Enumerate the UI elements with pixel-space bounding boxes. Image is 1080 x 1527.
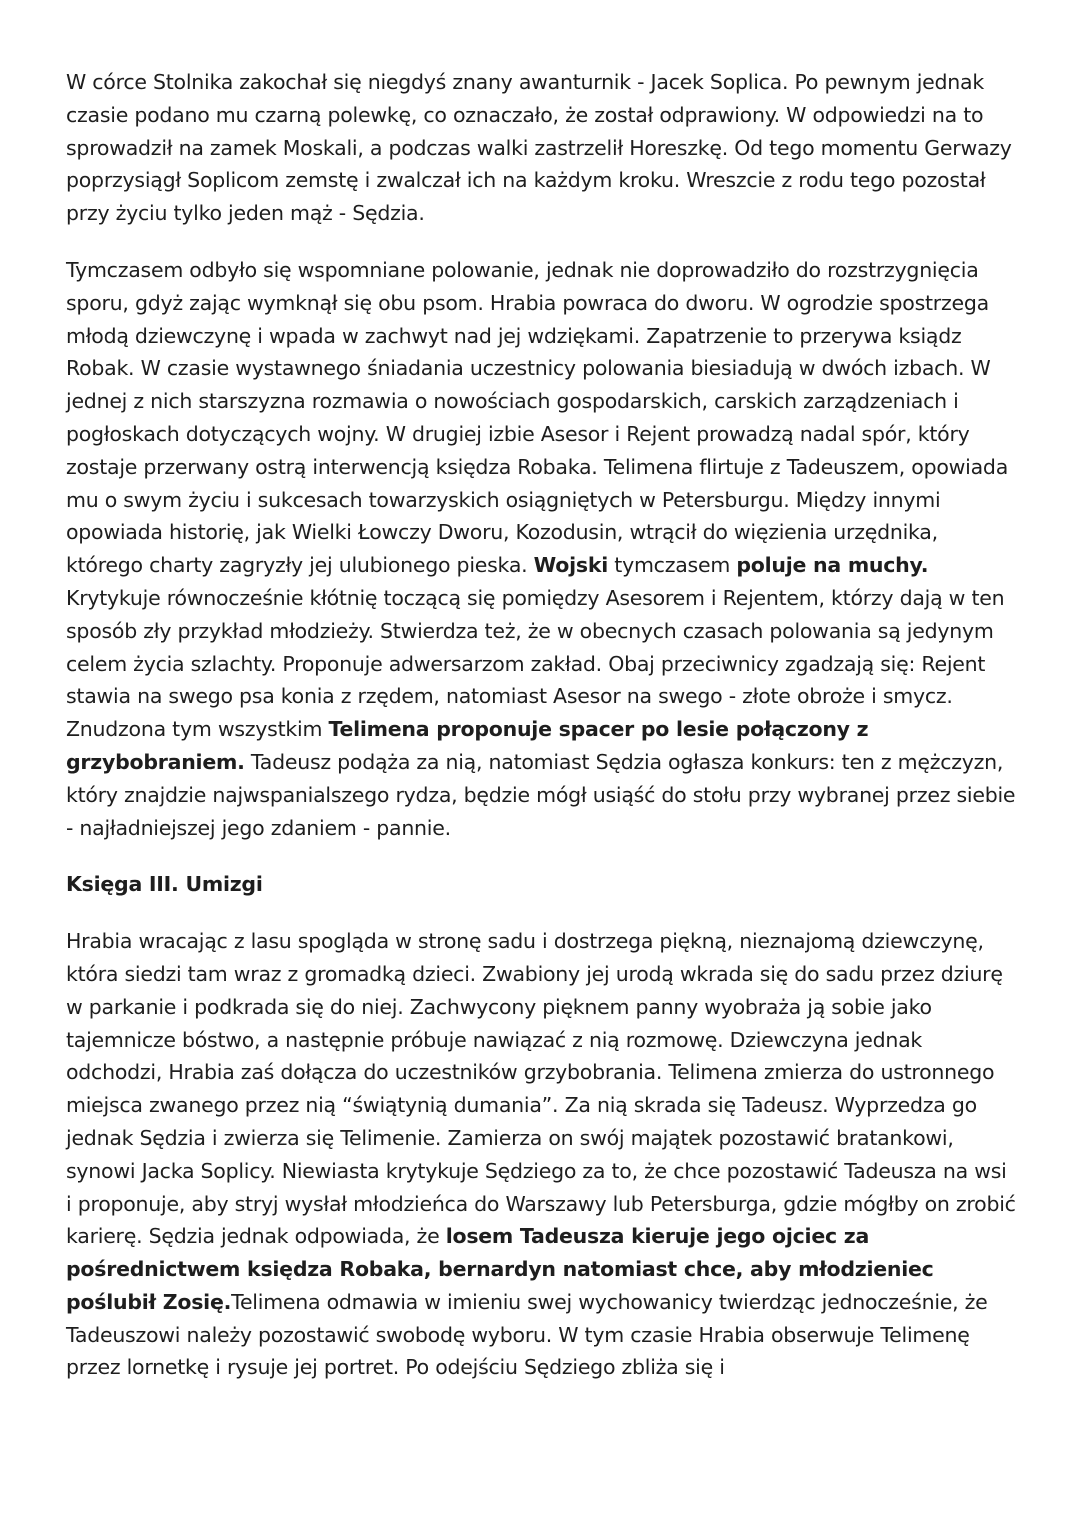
paragraph-2-bold-2: poluje na muchy. <box>736 553 929 578</box>
paragraph-2 <box>66 254 1018 844</box>
paragraph-2-text-1: Tymczasem odbyło się wspomniane polowanie, jednak nie doprowadziło do rozstrzygnięcia sporu, gdyż zając wymknął się obu psom. Hrabia powraca do dworu. W ogrodzie spostrzega młodą dziewczynę i wpada w zachwyt nad jej wdziękami. Zapatrzenie to przerywa ksiądz Robak. W czasie wystawnego śniadania uczestnicy polowania biesiadują w dwóch izbach. W jednej z nich starszyzna rozmawia o nowościach gospodarskich, carskich zarządzeniach i pogłoskach dotyczących wojny. W drugiej izbie Asesor i Rejent prowadzą nadal spór, który zostaje przerwany ostrą interwencją księdza Robaka. Telimena flirtuje z Tadeuszem, opowiada mu o swym życiu i sukcesach towarzyskich osiągniętych w Petersburgu. Między innymi opowiada historię, jak Wielki Łowczy Dworu, Kozodusin, wtrącił do więzienia urzędnika, którego charty zagryzły jej ulubionego pieska. <box>66 257 1009 578</box>
paragraph-3-bold-1: losem Tadeusza kieruje jego ojciec za pośrednictwem księdza Robaka, bernardyn natomiast chce, aby młodzieniec poślubił Zosię. <box>66 1224 934 1314</box>
paragraph-1: W córce Stolnika zakochał się niegdyś znany awanturnik - Jacek Soplica. Po pewnym jednak czasie podano mu czarną polewkę, co oznaczało, że został odprawiony. W odpowiedzi na to sprowadził na zamek Moskali, a podczas walki zastrzelił Horeszkę. Od tego momentu Gerwazy poprzysiągł Soplicom zemstę i zwalczał ich na każdym kroku. Wreszcie z rodu tego pozostał przy życiu tylko jeden mąż - Sędzia. <box>66 70 1012 226</box>
paragraph-2-text-3: Krytykuje równocześnie kłótnię toczącą się pomiędzy Asesorem i Rejentem, którzy dają w ten sposób zły przykład młodzieży. Stwierdza też, że w obecnych czasach polowania są jedynym celem życia szlachty. Proponuje adwersarzom zakład. Obaj przeciwnicy zgadzają się: Rejent stawia na swego psa konia z rzędem, natomiast Asesor na swego - złote obroże i smycz. Znudzona tym wszystkim <box>66 585 1005 742</box>
paragraph-2-text-2: tymczasem <box>608 553 737 578</box>
paragraph-2-bold-3: Telimena proponuje spacer po lesie połączony z grzybobraniem. <box>66 717 869 774</box>
section-heading: Księga III. Umizgi <box>66 872 263 897</box>
paragraph-3-text-1: Hrabia wracając z lasu spogląda w stronę sadu i dostrzega piękną, nieznajomą dziewczynę, która siedzi tam wraz z gromadką dzieci. Zwabiony jej urodą wkrada się do sadu przez dziurę w parkanie i podkrada się do niej. Zachwycony pięknem panny wyobraża ją sobie jako tajemnicze bóstwo, a następnie próbuje nawiązać z nią rozmowę. Dziewczyna jednak odchodzi, Hrabia zaś dołącza do uczestników grzybobrania. Telimena zmierza do ustronnego miejsca zwanego przez nią “świątynią dumania”. Za nią skrada się Tadeusz. Wyprzedza go jednak Sędzia i zwierza się Telimenie. Zamierza on swój majątek pozostawić bratankowi, synowi Jacka Soplicy. Niewiasta krytykuje Sędziego za to, że chce pozostawić Tadeusza na wsi i proponuje, aby stryj wysłał młodzieńca do Warszawy lub Petersburga, gdzie mógłby on zrobić karierę. Sędzia jednak odpowiada, że <box>66 929 1016 1249</box>
paragraph-2-text-4: Tadeusz podąża za nią, natomiast Sędzia ogłasza konkurs: ten z mężczyzn, który znajdzie najwspanialszego rydza, będzie mógł usiąść do stołu przy wybranej przez siebie - najładniejszej jego zdaniem - pannie. <box>66 749 1016 840</box>
paragraph-2-bold-1: Wojski <box>533 553 609 578</box>
paragraph-3 <box>66 925 1018 1384</box>
paragraph-3-text-2: Telimena odmawia w imieniu swej wychowanicy twierdząc jednocześnie, że Tadeuszowi należy pozostawić swobodę wyboru. W tym czasie Hrabia obserwuje Telimenę przez lornetkę i rysuje jej portret. Po odejściu Sędziego zbliża się i <box>66 1289 988 1380</box>
